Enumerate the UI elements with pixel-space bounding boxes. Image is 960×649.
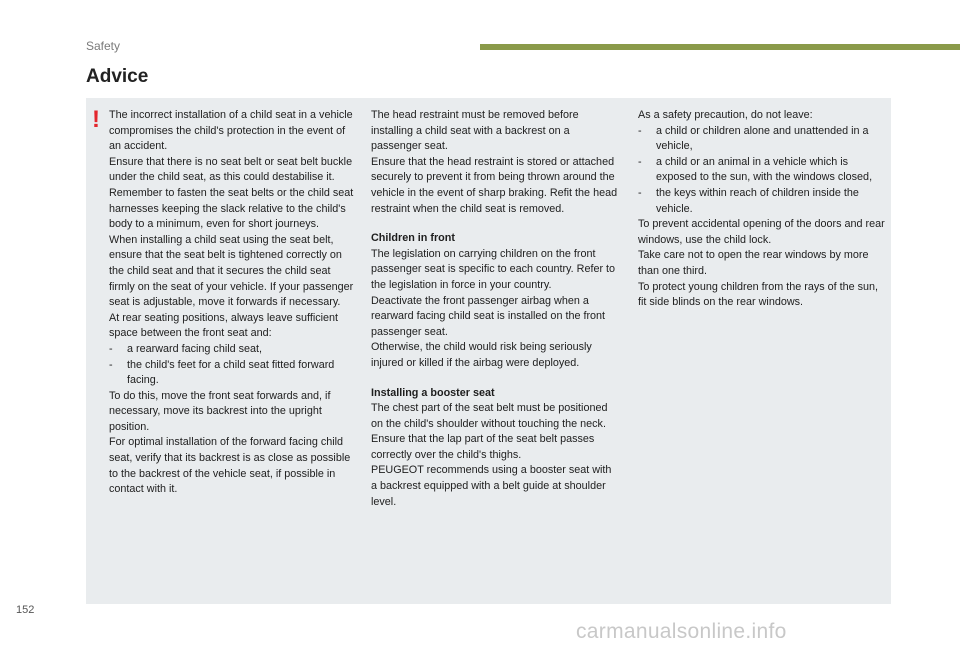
paragraph: To protect young children from the rays of the sun, fit side blinds on the rear windows. — [638, 280, 879, 309]
paragraph: Take care not to open the rear windows by more than one third. — [638, 249, 869, 277]
list-item: - the child's feet for a child seat fitted forward facing. — [109, 358, 335, 387]
paragraph: PEUGEOT recommends using a booster seat with a backrest equipped with a belt guide at shoulder level. — [371, 464, 612, 508]
paragraph: For optimal installation of the forward facing child seat, verify that its backrest is as close as possible to the backrest of the vehicle seat, if possible in contact with it. — [109, 436, 351, 496]
paragraph: Ensure that there is no seat belt or seat belt buckle under the child seat, as this could destabilise it. — [109, 155, 353, 184]
page-title: Advice — [86, 66, 149, 87]
paragraph: The head restraint must be removed before installing a child seat with a backrest on a passenger seat. — [371, 109, 579, 153]
section-label: Safety — [86, 39, 121, 53]
advice-column-1 — [109, 108, 354, 498]
paragraph: At rear seating positions, always leave sufficient space between the front seat and: — [109, 311, 339, 340]
paragraph: To prevent accidental opening of the doors and rear windows, use the child lock. — [638, 218, 885, 246]
advice-column-3 — [638, 108, 886, 311]
header-accent-bar — [480, 44, 960, 50]
paragraph: Ensure that the head restraint is stored or attached securely to prevent it from being thrown around the vehicle in the event of sharp braking. Refit the head restraint when the child seat is removed. — [371, 155, 618, 215]
paragraph: Otherwise, the child would risk being seriously injured or killed if the airbag were deployed. — [371, 341, 592, 369]
subheading-booster-seat: Installing a booster seat — [371, 386, 495, 399]
paragraph: Remember to fasten the seat belts or the child seat harnesses keeping the slack relative to the child's body to a minimum, even for short journeys. — [109, 186, 354, 231]
paragraph: Deactivate the front passenger airbag when a rearward facing child seat is installed on the front passenger seat. — [371, 294, 606, 338]
list-item: - a child or an animal in a vehicle which is exposed to the sun, with the windows closed, — [638, 155, 873, 184]
paragraph: The legislation on carrying children on the front passenger seat is specific to each country. Refer to the legislation in force in your country. — [371, 247, 616, 291]
paragraph: As a safety precaution, do not leave: — [638, 109, 813, 121]
paragraph: Ensure that the lap part of the seat belt passes correctly over the child's thighs. — [371, 433, 595, 461]
list-item: - the keys within reach of children inside the vehicle. — [638, 186, 859, 215]
exclamation-warning-icon: ! — [92, 106, 100, 133]
watermark: carmanualsonline.info — [576, 620, 787, 643]
subheading-children-in-front: Children in front — [371, 232, 455, 245]
page-number: 152 — [16, 604, 35, 616]
advice-column-2 — [371, 108, 619, 510]
list-item: - a child or children alone and unattended in a vehicle, — [638, 124, 869, 153]
list-item: - a rearward facing child seat, — [109, 342, 263, 355]
paragraph: The incorrect installation of a child seat in a vehicle compromises the child's protection in the event of an accident. — [109, 109, 353, 153]
paragraph: To do this, move the front seat forwards and, if necessary, move its backrest into the upright position. — [109, 389, 331, 433]
paragraph: When installing a child seat using the seat belt, ensure that the seat belt is tightened correctly on the child seat and that it secures the child seat firmly on the seat of your vehicle. If your passenger seat is adjustable, move it forwards if necessary. — [109, 233, 354, 309]
paragraph: The chest part of the seat belt must be positioned on the child's shoulder without touching the neck. — [371, 402, 608, 430]
